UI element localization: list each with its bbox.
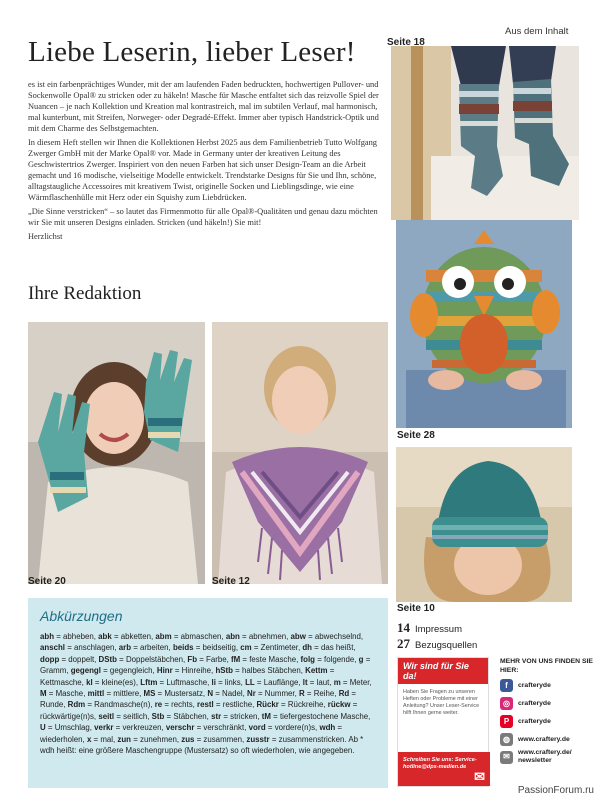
abbreviation-key: g: [358, 654, 364, 664]
abbreviation-key: Lftm: [140, 677, 158, 687]
social-instagram[interactable]: [500, 697, 551, 710]
abbreviation-value: = abnehmen,: [239, 632, 291, 641]
hat-illustration: [396, 447, 572, 602]
abbreviation-key: Rd: [338, 689, 350, 699]
abbreviation-value: = Randmasche(n),: [85, 700, 155, 710]
editorial-paragraph-1: es ist ein farbenprächtiges Wunder, mit der am laufenden Faden bedruckten, hochwertigen Pullover- und Sockenwolle Opal® zu stricken oder zu häkeln! Masche für Masche entfaltet sich das reizvolle Spiel der Nuancen – je nach Kollektion und Kreation mal kontrastreich, mal im subtilen Verlauf, mal harmonisch, mal kunterbunt, mit Streifen, Norweger- oder Degradé-Effekt. Immer aber typisch Handstrick-Optik und mit dem Charme des Selbstgemachten.: [28, 80, 379, 133]
abbreviation-value: = stricken,: [221, 711, 262, 721]
abbreviation-value: = Umschlag,: [45, 723, 95, 733]
abbreviation-value: = rückwärtige(n)s,: [40, 700, 358, 721]
abbreviation-key: restl: [197, 700, 214, 710]
social-facebook[interactable]: [500, 679, 551, 692]
abbreviation-value: = Rückreihe,: [278, 700, 328, 710]
abbreviation-key: abh: [40, 632, 55, 641]
globe-icon: ◍: [500, 733, 513, 746]
abbreviation-key: LL: [245, 677, 255, 687]
abbreviation-key: dh: [302, 643, 312, 653]
toc-item-bezugsquellen[interactable]: [397, 636, 477, 652]
abbreviation-value: = folgende,: [315, 654, 359, 664]
abbreviation-value: = vordere(n)s,: [265, 723, 320, 733]
abbreviation-value: = Gramm,: [40, 654, 371, 676]
abbreviation-value: = kleine(es),: [92, 677, 141, 687]
social-label: crafteryde: [518, 682, 551, 689]
social-pinterest[interactable]: [500, 715, 551, 728]
social-newsletter[interactable]: [500, 749, 596, 765]
abbreviation-value: = Masche,: [46, 689, 88, 699]
abbreviation-value: = Lauflänge,: [254, 677, 303, 687]
abbreviation-value: = Hinreihe,: [172, 666, 216, 676]
abbreviation-key: wdh: [319, 723, 336, 733]
abbreviation-value: = mal,: [91, 734, 118, 744]
abbreviation-key: Fb: [187, 654, 198, 664]
signature: Ihre Redaktion: [28, 283, 142, 304]
gloves-page-label: Seite 20: [28, 576, 66, 587]
abbreviation-key: N: [207, 689, 214, 699]
abbreviation-key: abm: [155, 632, 172, 641]
social-label: www.craftery.de/ newsletter: [518, 749, 572, 764]
abbreviation-key: DStb: [98, 654, 117, 664]
abbreviation-key: Stb: [151, 711, 165, 721]
reader-service-text: Haben Sie Fragen zu unseren Heften oder Probleme mit einer Anleitung? Unser Leser-Service hilft Ihnen gerne weiter.: [403, 689, 480, 716]
shawl-photo[interactable]: [212, 322, 388, 584]
abbreviation-key: abk: [98, 632, 112, 641]
pinterest-icon: P: [500, 715, 513, 728]
abbreviation-value: = Meter,: [340, 677, 372, 687]
toc-page-number: 14: [397, 620, 410, 635]
social-label: crafteryde: [518, 718, 551, 725]
owl-page-label: Seite 28: [397, 430, 435, 441]
section-label: Aus dem Inhalt: [505, 26, 569, 37]
abbreviation-value: = rechts,: [162, 700, 198, 710]
abbreviation-key: tM: [261, 711, 271, 721]
toc-label: Bezugsquellen: [415, 640, 478, 651]
abbreviation-note: Ab * wdh heißt: eine größere Maschengruppe (Mustersatz) so oft wiederholen, wie angegeben.: [40, 734, 364, 756]
abbreviation-value: = doppelt,: [59, 654, 99, 664]
abbreviation-value: = Stäbchen,: [164, 711, 212, 721]
socks-page-label: Seite 18: [387, 37, 425, 48]
abbreviation-key: dopp: [40, 654, 60, 664]
abbreviation-value: = Luftmasche,: [157, 677, 212, 687]
mail-icon: ✉: [500, 751, 513, 764]
abbreviation-value: = links,: [215, 677, 246, 687]
abbreviation-value: = Mustersatz,: [155, 689, 208, 699]
abbreviation-value: = Farbe,: [197, 654, 232, 664]
social-label: crafteryde: [518, 700, 551, 707]
abbreviations-list: [40, 631, 376, 756]
editorial-paragraph-2: In diesem Heft stellen wir Ihnen die Kollektionen Herbst 2025 aus dem Familienbetrieb Tutto Wolfgang Zwerger GmbH mit der Marke Opal® vor. Made in Germany unter der kreativen Leitung des Geschwistertrios Zwerger. Inspiriert von den neuen Farben hat sich unser Design-Team an die Arbeit gemacht und 16 modische, vielseitige Modelle entwickelt. Trendstarke Designs für Sie und Ihn, schöne, alltagstaugliche Accessoires mit kreativem Twist, originelle Socken und Lieblingsdinge, wie eine Wärmflaschenhülle mit Herz oder ein Squishy zum Liebdrücken.: [28, 138, 377, 202]
abbreviation-value: = mittlere,: [104, 689, 144, 699]
abbreviation-key: abn: [225, 632, 240, 641]
owl-photo[interactable]: [396, 220, 572, 428]
envelope-icon: ✉: [474, 769, 485, 784]
abbreviation-key: abw: [290, 632, 306, 641]
abbreviation-value: = Doppelstäbchen,: [116, 654, 188, 664]
abbreviation-key: MS: [143, 689, 156, 699]
abbreviation-value: = verschränkt,: [194, 723, 249, 733]
abbreviation-key: beids: [172, 643, 194, 653]
socks-photo[interactable]: [391, 46, 579, 220]
abbreviation-value: = abwechselnd,: [305, 632, 364, 641]
abbreviation-value: = abmaschen,: [171, 632, 226, 641]
social-label: www.craftery.de: [518, 736, 570, 743]
hat-page-label: Seite 10: [397, 603, 435, 614]
abbreviation-value: = tiefergestochene Masche,: [270, 711, 371, 721]
watermark: PassionForum.ru: [517, 785, 594, 796]
abbreviation-key: mittl: [87, 689, 105, 699]
gloves-illustration: [28, 322, 205, 584]
abbreviation-key: Nr: [247, 689, 256, 699]
abbreviation-value: = seitlich,: [114, 711, 152, 721]
abbreviation-key: Kettm: [305, 666, 328, 676]
abbreviations-box: [28, 598, 388, 788]
abbreviation-key: cm: [240, 643, 252, 653]
reader-service-contact[interactable]: [398, 752, 490, 786]
abbreviation-key: Rdm: [67, 700, 86, 710]
socks-illustration: [391, 46, 579, 220]
abbreviation-value: = feste Masche,: [240, 654, 301, 664]
abbreviations-title: Abkürzungen: [40, 608, 123, 624]
reader-service-title: Wir sind für Sie da!: [398, 658, 488, 684]
abbreviation-key: li: [211, 677, 216, 687]
gloves-photo[interactable]: [28, 322, 205, 584]
abbreviation-key: re: [154, 700, 163, 710]
abbreviation-value: = restliche,: [213, 700, 257, 710]
abbreviation-key: rückw: [327, 700, 351, 710]
abbreviation-key: x: [86, 734, 92, 744]
abbreviation-value: = laut,: [307, 677, 334, 687]
abbreviation-key: kl: [86, 677, 93, 687]
abbreviation-value: = wiederholen,: [40, 723, 343, 744]
abbreviation-key: folg: [300, 654, 316, 664]
abbreviation-value: = anschlagen,: [65, 643, 119, 653]
abbreviation-key: Rückr: [256, 700, 279, 710]
abbreviation-value: = Kettmasche,: [40, 666, 335, 687]
greeting: Herzlichst: [28, 232, 63, 241]
abbreviation-key: verschr: [165, 723, 195, 733]
abbreviation-key: R: [299, 689, 305, 699]
hat-photo[interactable]: [396, 447, 572, 602]
abbreviation-key: gegengl: [70, 666, 101, 676]
abbreviation-key: zun: [117, 734, 132, 744]
abbreviation-key: seitl: [98, 711, 115, 721]
abbreviation-key: U: [40, 723, 46, 733]
abbreviation-key: lt: [302, 677, 308, 687]
toc-item-impressum[interactable]: [397, 620, 462, 636]
abbreviation-key: hStb: [215, 666, 233, 676]
abbreviation-value: = abheben,: [54, 632, 99, 641]
page-title: Liebe Leserin, lieber Leser!: [28, 36, 356, 68]
abbreviation-value: = gegengleich,: [100, 666, 157, 676]
abbreviation-value: = Nadel,: [213, 689, 248, 699]
abbreviation-value: = zusammen,: [194, 734, 247, 744]
abbreviation-key: fM: [231, 654, 241, 664]
toc-label: Impressum: [415, 624, 462, 635]
abbreviation-key: zusstr: [246, 734, 270, 744]
abbreviation-value: = Reihe,: [304, 689, 339, 699]
editorial-paragraph-3: „Die Sinne verstricken“ – so lautet das Firmenmotto für alle Opal®-Qualitäten und genau dazu möchten wir Sie mit unseren Designs einladen. Stricken (und häkeln!) Sie mit!: [28, 207, 378, 227]
abbreviation-value: = abketten,: [111, 632, 156, 641]
abbreviation-value: = Runde,: [40, 689, 357, 710]
abbreviation-key: M: [40, 689, 47, 699]
abbreviation-value: = Zentimeter,: [251, 643, 303, 653]
abbreviation-key: zus: [181, 734, 195, 744]
abbreviation-key: vord: [248, 723, 266, 733]
editorial-text: [28, 79, 382, 245]
abbreviation-key: anschl: [40, 643, 65, 653]
abbreviation-value: = zunehmen,: [131, 734, 182, 744]
abbreviation-value: = arbeiten,: [131, 643, 173, 653]
reader-service-email[interactable]: Schreiben Sie uns: Service-hotline@dps-medien.de: [403, 757, 477, 770]
abbreviation-value: = verkreuzen,: [113, 723, 166, 733]
abbreviation-value: = das heißt,: [311, 643, 356, 653]
abbreviation-key: verkr: [94, 723, 114, 733]
abbreviation-key: str: [211, 711, 222, 721]
abbreviation-value: = halbes Stäbchen,: [232, 666, 306, 676]
abbreviation-key: m: [333, 677, 341, 687]
owl-illustration: [396, 220, 572, 428]
facebook-icon: f: [500, 679, 513, 692]
abbreviation-key: Hinr: [156, 666, 173, 676]
abbreviation-value: = Nummer,: [255, 689, 299, 699]
reader-service-box: [397, 657, 489, 787]
shawl-illustration: [212, 322, 388, 584]
abbreviation-value: = beidseitig,: [193, 643, 241, 653]
abbreviation-key: arb: [118, 643, 132, 653]
instagram-icon: ◎: [500, 697, 513, 710]
abbreviation-value: = zusammenstricken.: [269, 734, 349, 744]
social-heading: MEHR VON UNS FINDEN SIE HIER:: [500, 658, 593, 674]
toc-page-number: 27: [397, 636, 410, 651]
shawl-page-label: Seite 12: [212, 576, 250, 587]
social-website[interactable]: [500, 733, 570, 746]
